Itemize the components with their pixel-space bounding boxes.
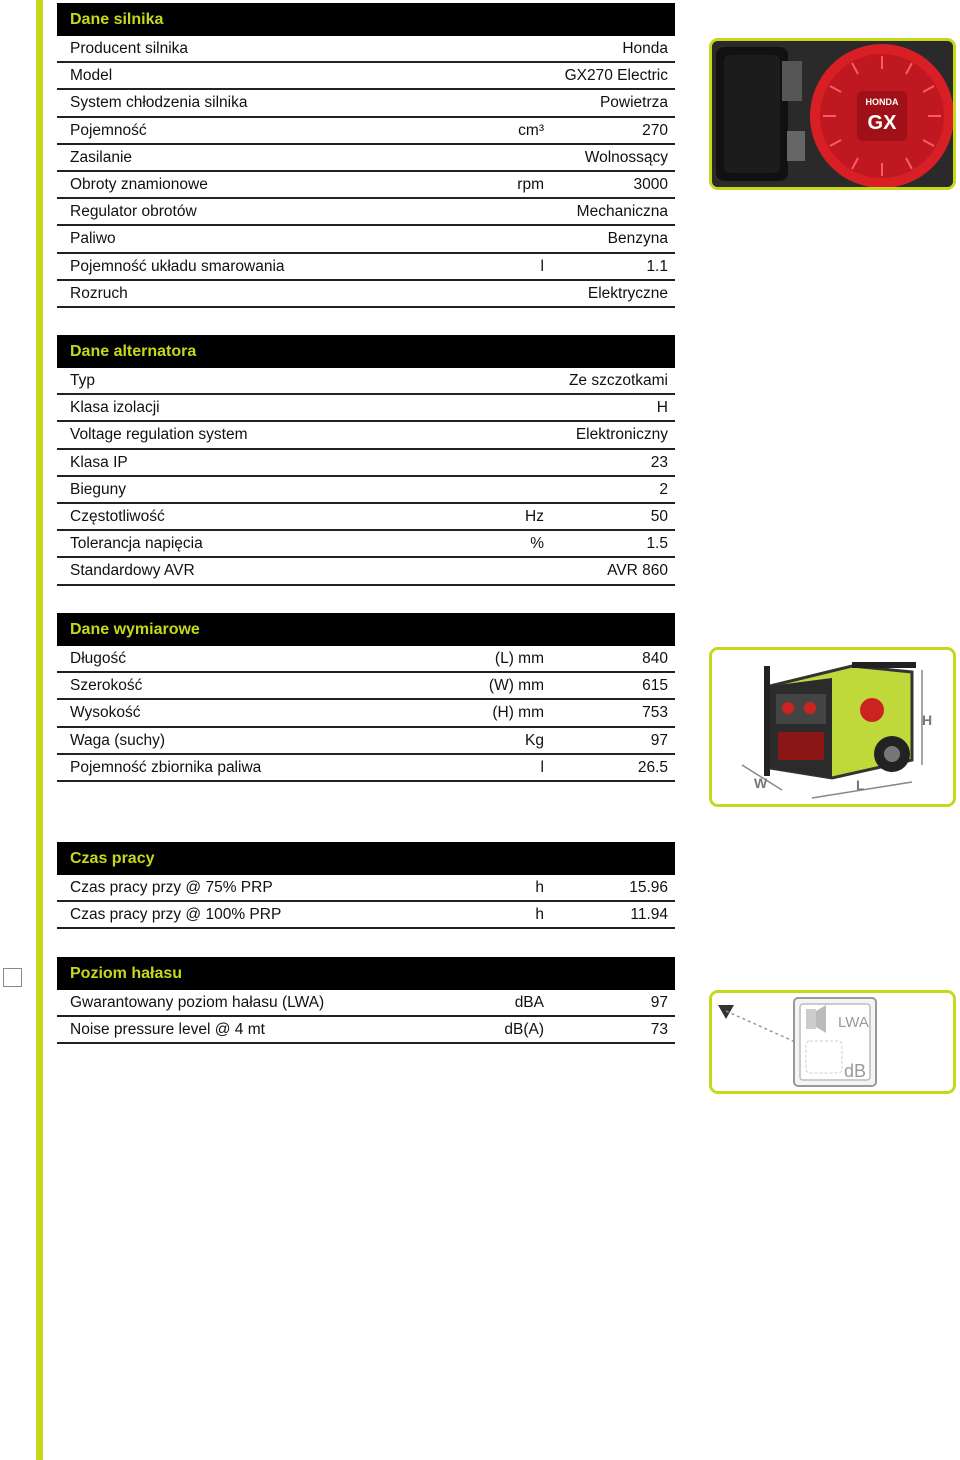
row-label: Typ	[70, 372, 95, 389]
table-row	[57, 990, 675, 1017]
row-label: Model	[70, 67, 113, 85]
table-row	[57, 368, 675, 395]
row-unit: l	[540, 257, 544, 275]
row-unit: (L) mm	[494, 650, 544, 667]
row-label: Paliwo	[70, 230, 116, 248]
row-label: Pojemność zbiornika paliwa	[70, 758, 262, 776]
accent-bar	[36, 0, 43, 1460]
row-value: 50	[650, 507, 668, 525]
row-value: 840	[642, 650, 668, 667]
row-label: Rozruch	[70, 284, 128, 302]
table-row	[57, 477, 675, 504]
row-unit: rpm	[517, 175, 544, 193]
noise-label-image	[709, 990, 956, 1094]
section-title: Dane wymiarowe	[57, 613, 675, 646]
section-title: Dane alternatora	[57, 335, 675, 368]
row-unit: Hz	[525, 507, 544, 525]
row-label: Zasilanie	[70, 148, 133, 166]
table-row	[57, 281, 675, 308]
table-row	[57, 646, 675, 673]
row-unit: dB(A)	[504, 1021, 544, 1039]
table-row	[57, 504, 675, 531]
table-row	[57, 199, 675, 226]
engine-image	[709, 38, 956, 190]
row-label: Pojemność	[70, 121, 147, 139]
engine-model-text: GX	[867, 112, 897, 134]
dim-l-label: L	[856, 777, 865, 793]
row-value: 1.1	[646, 257, 668, 275]
section-title: Poziom hałasu	[57, 957, 675, 990]
row-label: Szerokość	[70, 677, 143, 695]
row-label: Wysokość	[70, 704, 141, 722]
row-value: Ze szczotkami	[568, 372, 668, 389]
row-unit: h	[535, 906, 544, 924]
row-label: Tolerancja napięcia	[70, 535, 203, 553]
table-row	[57, 36, 675, 63]
table-row	[57, 63, 675, 90]
row-value: 23	[650, 453, 668, 471]
row-value: GX270 Electric	[564, 67, 668, 85]
row-label: Czas pracy przy @ 100% PRP	[70, 906, 282, 924]
row-value: 11.94	[630, 906, 668, 924]
row-label: Długość	[70, 650, 126, 667]
row-value: 73	[650, 1021, 668, 1039]
table-row	[57, 1017, 675, 1044]
row-label: Czas pracy przy @ 75% PRP	[70, 879, 273, 896]
row-value: 97	[650, 994, 668, 1011]
table-row	[57, 254, 675, 281]
row-label: Gwarantowany poziom hałasu (LWA)	[70, 994, 325, 1011]
row-value: H	[656, 399, 668, 417]
row-label: Klasa izolacji	[70, 399, 160, 417]
engine-illustration	[712, 41, 953, 187]
section-engine	[57, 3, 675, 308]
row-label: Regulator obrotów	[70, 203, 197, 221]
table-row	[57, 673, 675, 700]
row-value: Elektroniczny	[575, 426, 668, 444]
table-row	[57, 450, 675, 477]
row-label: Klasa IP	[70, 453, 128, 471]
engine-logo-text: HONDA	[865, 97, 899, 107]
row-label: Voltage regulation system	[70, 426, 248, 444]
table-row	[57, 118, 675, 145]
section-noise	[57, 957, 675, 1044]
row-value: Elektryczne	[587, 284, 668, 302]
row-label: Obroty znamionowe	[70, 175, 208, 193]
row-label: Waga (suchy)	[70, 731, 166, 749]
dim-w-label: W	[754, 775, 768, 791]
row-value: Wolnossący	[584, 148, 668, 166]
row-label: Pojemność układu smarowania	[70, 257, 285, 275]
table-row	[57, 422, 675, 449]
row-value: 753	[642, 704, 668, 722]
row-value: 97	[650, 731, 668, 749]
row-value: 26.5	[637, 758, 668, 776]
row-unit: (H) mm	[492, 704, 544, 722]
generator-image	[709, 647, 956, 807]
checkbox[interactable]	[3, 968, 22, 987]
table-row	[57, 531, 675, 558]
row-value: Honda	[622, 40, 668, 57]
row-label: Noise pressure level @ 4 mt	[70, 1021, 265, 1039]
table-row	[57, 226, 675, 253]
section-runtime	[57, 842, 675, 929]
table-row	[57, 728, 675, 755]
section-dimensions	[57, 613, 675, 782]
row-label: Producent silnika	[70, 40, 189, 57]
row-unit: cm³	[518, 121, 544, 139]
row-value: 15.96	[629, 879, 668, 896]
row-value: Mechaniczna	[576, 203, 668, 221]
row-label: Częstotliwość	[70, 507, 165, 525]
row-unit: dBA	[514, 994, 544, 1011]
row-value: 2	[659, 480, 668, 498]
db-text: dB	[844, 1061, 867, 1081]
row-value: 1.5	[646, 535, 668, 553]
row-value: Powietrza	[599, 94, 668, 112]
row-value: 270	[642, 121, 668, 139]
row-value: Benzyna	[607, 230, 668, 248]
table-row	[57, 902, 675, 929]
section-alternator	[57, 335, 675, 586]
row-label: System chłodzenia silnika	[70, 94, 248, 112]
section-title: Czas pracy	[57, 842, 675, 875]
row-unit: Kg	[525, 731, 544, 749]
noise-illustration	[712, 993, 953, 1091]
row-unit: (W) mm	[488, 677, 544, 695]
table-row	[57, 558, 675, 585]
row-unit: l	[540, 758, 544, 776]
lwa-text: LWA	[838, 1014, 869, 1031]
table-row	[57, 90, 675, 117]
table-row	[57, 395, 675, 422]
section-title: Dane silnika	[57, 3, 675, 36]
row-label: Bieguny	[70, 480, 127, 498]
row-label: Standardowy AVR	[70, 562, 195, 580]
dim-h-label: H	[922, 712, 933, 728]
table-row	[57, 875, 675, 902]
table-row	[57, 755, 675, 782]
table-row	[57, 172, 675, 199]
row-value: 615	[642, 677, 668, 695]
row-value: AVR 860	[607, 562, 668, 580]
row-value: 3000	[633, 175, 668, 193]
table-row	[57, 700, 675, 727]
row-unit: %	[530, 535, 544, 553]
row-unit: h	[535, 879, 544, 896]
generator-illustration	[712, 650, 953, 804]
table-row	[57, 145, 675, 172]
